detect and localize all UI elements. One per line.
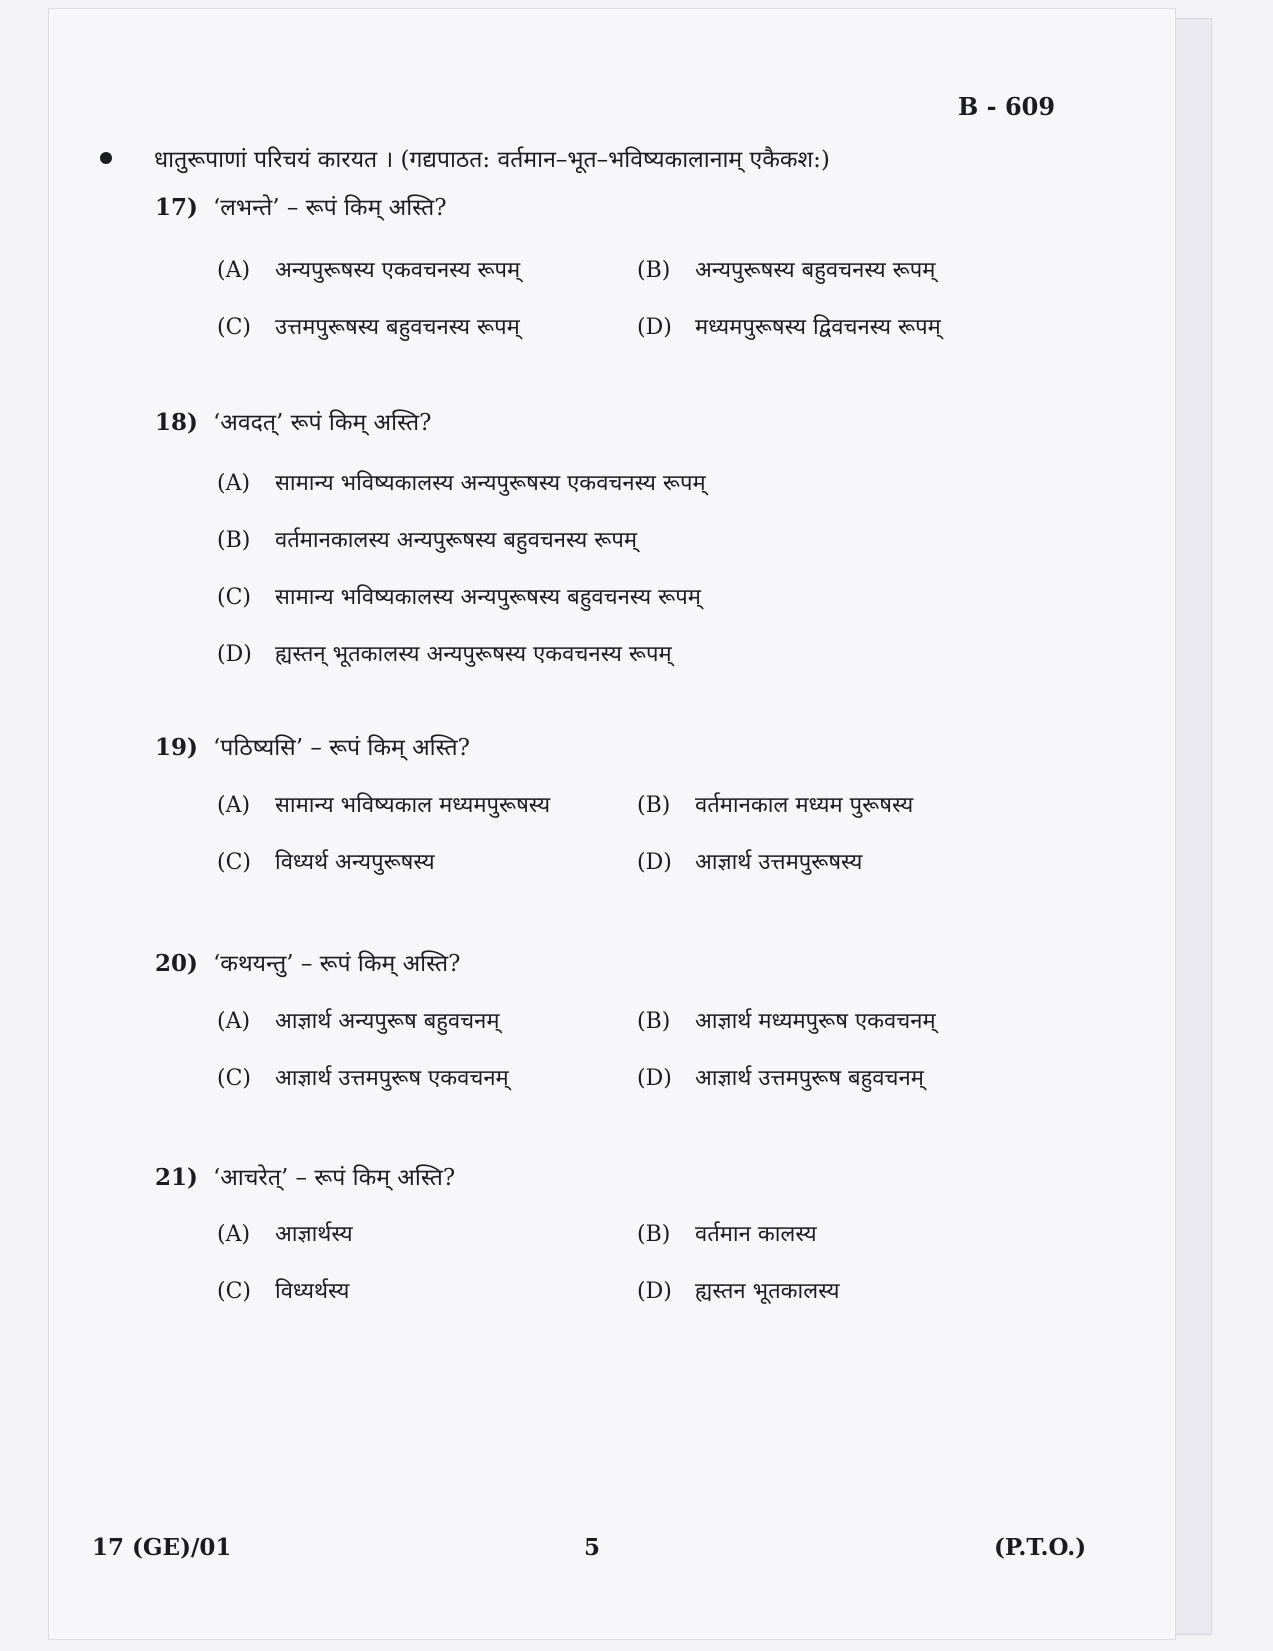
option-c[interactable]: (C) विध्यर्थ अन्यपुरूषस्य: [217, 849, 435, 875]
option-c[interactable]: (C) उत्तमपुरूषस्य बहुवचनस्य रूपम्: [217, 314, 520, 340]
question-text: ‘आचरेत्’ – रूपं किम् अस्ति?: [213, 1165, 456, 1191]
options: [217, 453, 1155, 681]
option-a[interactable]: (A) सामान्य भविष्यकाल मध्यमपुरूषस्य: [217, 792, 551, 818]
option-d[interactable]: (D) ह्यस्तन् भूतकालस्य अन्यपुरूषस्य एकवचनस्य रूपम्: [217, 641, 672, 667]
options: [217, 991, 1155, 1105]
option-d[interactable]: (D) आज्ञार्थ उत्तमपुरूषस्य: [637, 849, 863, 875]
page-number: 5: [584, 1534, 601, 1561]
question-number: 19): [155, 734, 198, 761]
question-number: 18): [155, 409, 198, 436]
option-b[interactable]: (B) वर्तमानकालस्य अन्यपुरूषस्य बहुवचनस्य रूपम्: [217, 527, 638, 553]
option-b[interactable]: (B) आज्ञार्थ मध्यमपुरूष एकवचनम्: [637, 1008, 936, 1034]
question-19: [155, 730, 1155, 889]
section-instruction: [100, 142, 830, 174]
question-title: [155, 730, 1155, 775]
options: [217, 240, 1155, 354]
question-text: ‘कथयन्तु’ – रूपं किम् अस्ति?: [213, 951, 461, 977]
question-number: 21): [155, 1164, 198, 1191]
footer-code: 17 (GE)/01: [92, 1534, 232, 1561]
option-b[interactable]: (B) वर्तमानकाल मध्यम पुरूषस्य: [637, 792, 914, 818]
pto-label: (P.T.O.): [994, 1534, 1087, 1561]
question-title: [155, 1160, 1155, 1204]
question-text: ‘लभन्ते’ – रूपं किम् अस्ति?: [213, 195, 447, 221]
options: [217, 1204, 1155, 1318]
question-text: ‘पठिष्यसि’ – रूपं किम् अस्ति?: [213, 735, 470, 761]
option-a[interactable]: (A) अन्यपुरूषस्य एकवचनस्य रूपम्: [217, 257, 521, 283]
question-18: [155, 405, 1155, 681]
instruction-text: धातुरूपाणां परिचयं कारयत । (गद्यपाठत: वर्तमान–भूत–भविष्यकालानाम् एकैकश:): [154, 147, 830, 173]
option-a[interactable]: (A) सामान्य भविष्यकालस्य अन्यपुरूषस्य एकवचनस्य रूपम्: [217, 470, 706, 496]
option-a[interactable]: (A) आज्ञार्थस्य: [217, 1221, 353, 1247]
question-text: ‘अवदत्’ रूपं किम् अस्ति?: [213, 410, 432, 436]
option-c[interactable]: (C) आज्ञार्थ उत्तमपुरूष एकवचनम्: [217, 1065, 509, 1091]
question-21: [155, 1160, 1155, 1318]
option-c[interactable]: (C) सामान्य भविष्यकालस्य अन्यपुरूषस्य बहुवचनस्य रूपम्: [217, 584, 701, 610]
option-c[interactable]: (C) विध्यर्थस्य: [217, 1278, 350, 1304]
question-17: [155, 190, 1155, 354]
option-d[interactable]: (D) आज्ञार्थ उत्तमपुरूष बहुवचनम्: [637, 1065, 924, 1091]
question-title: [155, 946, 1155, 991]
question-title: [155, 190, 1155, 240]
options: [217, 775, 1155, 889]
question-number: 17): [155, 194, 198, 221]
option-b[interactable]: (B) अन्यपुरूषस्य बहुवचनस्य रूपम्: [637, 257, 936, 283]
option-d[interactable]: (D) मध्यमपुरूषस्य द्विवचनस्य रूपम्: [637, 314, 941, 340]
question-20: [155, 946, 1155, 1105]
option-d[interactable]: (D) ह्यस्तन भूतकालस्य: [637, 1278, 840, 1304]
option-a[interactable]: (A) आज्ञार्थ अन्यपुरूष बहुवचनम्: [217, 1008, 500, 1034]
option-b[interactable]: (B) वर्तमान कालस्य: [637, 1221, 817, 1247]
question-title: [155, 405, 1155, 453]
bullet-icon: [100, 152, 112, 164]
question-number: 20): [155, 950, 198, 977]
paper-code: B - 609: [958, 92, 1056, 121]
